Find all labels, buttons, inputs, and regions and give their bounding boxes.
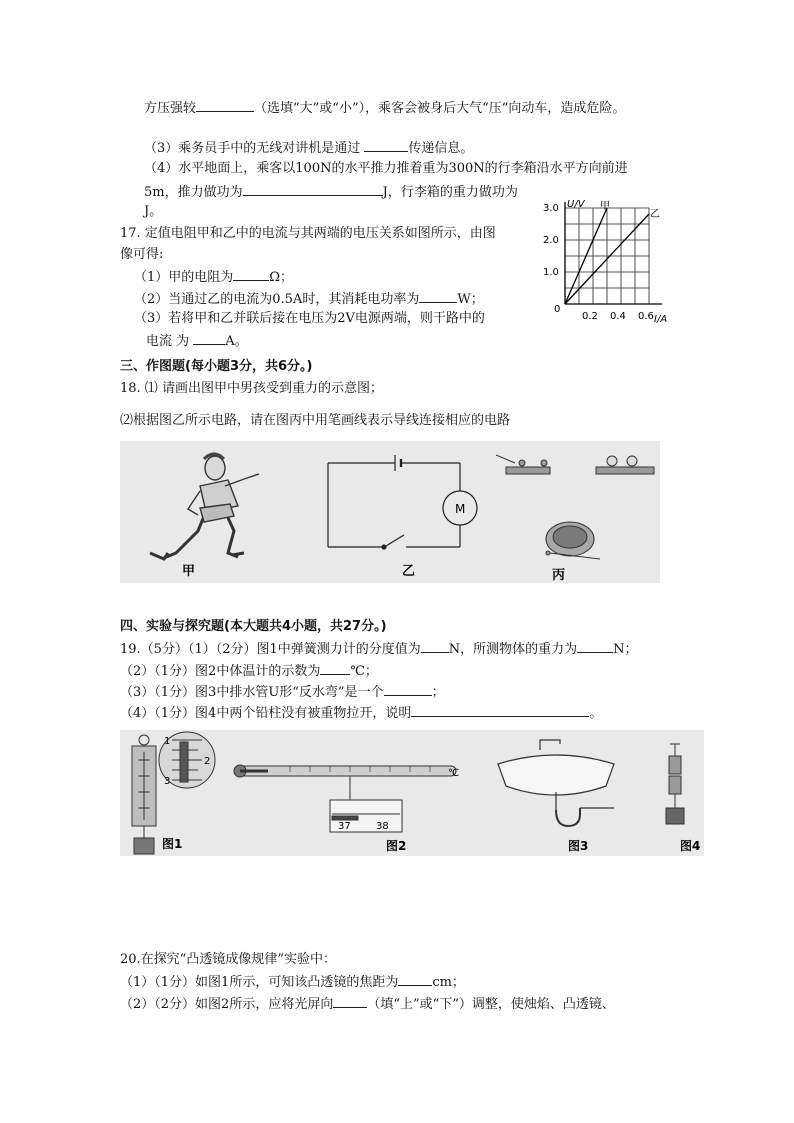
- scale-mark: 1: [164, 736, 171, 747]
- scale-mark: 2: [204, 756, 211, 767]
- lead-cylinders: [666, 744, 684, 824]
- x-tick: 0.6: [638, 311, 654, 322]
- q18-part-2: ⑵根据图乙所示电路，请在图丙中用笔画线表示导线连接相应的电路: [120, 413, 511, 428]
- y-tick: 2.0: [543, 235, 559, 246]
- origin-label: 0: [554, 304, 561, 315]
- answer-blank[interactable]: [384, 682, 432, 696]
- fig18-caption-jia: 甲: [182, 564, 196, 579]
- q17-stem: 17. 定值电阻甲和乙中的电流与其两端的电压关系如图所示，由图: [120, 226, 496, 241]
- answer-blank[interactable]: [233, 267, 269, 281]
- ui-graph: [540, 198, 680, 326]
- answer-blank[interactable]: [577, 639, 613, 653]
- fig19-caption-2: 图2: [386, 839, 407, 853]
- answer-blank[interactable]: [243, 182, 383, 196]
- thermometer-reading-37: 37: [338, 821, 351, 832]
- fig19-caption-4: 图4: [680, 839, 701, 853]
- x-tick: 0.2: [582, 311, 598, 322]
- sink-with-drain: [498, 740, 614, 826]
- q20-part-2: （2）（2分）如图2所示，应将光屏向 （填“上”或“下”）调整，使烛焰、凸透镜、: [120, 994, 615, 1014]
- fig18-caption-yi: 乙: [402, 564, 416, 579]
- text-line-3: （4）水平地面上，乘客以100N的水平推力推着重为300N的行李箱沿水平方向前进: [144, 161, 628, 176]
- line-label-jia: 甲: [600, 201, 610, 212]
- answer-blank[interactable]: [421, 639, 449, 653]
- answer-blank[interactable]: [333, 994, 367, 1008]
- text-line-5: J。: [144, 204, 163, 219]
- text-line-1: 方压强较 （选填“大”或“小”），乘客会被身后大气“压”向动车，造成危险。: [144, 98, 625, 118]
- y-tick: 3.0: [543, 203, 559, 214]
- thermometer-unit: ℃: [448, 768, 460, 779]
- answer-blank[interactable]: [419, 289, 457, 303]
- figure-18: [120, 441, 660, 583]
- q20-stem: 20.在探究“凸透镜成像规律”实验中：: [120, 952, 336, 967]
- q19-part-1: 19.（5分）（1）（2分）图1中弹簧测力计的分度值为 N，所测物体的重力为 N；: [120, 639, 638, 659]
- text-line-2: （3）乘务员手中的无线对讲机是通过 传递信息。: [144, 138, 473, 158]
- q20-part-1: （1）（1分）如图1所示，可知该凸透镜的焦距为 cm；: [120, 972, 465, 992]
- answer-blank[interactable]: [320, 661, 350, 675]
- running-boy-figure: [150, 454, 259, 559]
- x-tick: 0.4: [610, 311, 626, 322]
- scale-mark: 3: [164, 776, 171, 787]
- fig19-caption-1: 图1: [162, 837, 183, 851]
- answer-blank[interactable]: [398, 972, 432, 986]
- answer-blank[interactable]: [196, 98, 254, 112]
- q19-part-4: （4）（1分）图4中两个铅柱没有被重物拉开，说明 。: [120, 703, 602, 723]
- answer-blank[interactable]: [364, 138, 408, 152]
- line-label-yi: 乙: [650, 209, 660, 220]
- q17-part-2: （2）当通过乙的电流为0.5A时，其消耗电功率为 W；: [134, 289, 484, 309]
- text-line-4: 5m，推力做功为 J，行李箱的重力做功为: [144, 182, 518, 202]
- q19-part-3: （3）（1分）图3中排水管U形“反水弯”是一个 ；: [120, 682, 445, 702]
- answer-blank[interactable]: [193, 331, 225, 345]
- motor-label: M: [455, 502, 466, 516]
- section-heading-4: 四、实验与探究题(本大题共4小题，共27分。): [120, 619, 387, 634]
- y-tick: 1.0: [543, 267, 559, 278]
- q19-part-2: （2）（1分）图2中体温计的示数为 ℃；: [120, 661, 378, 681]
- thermometer-reading-38: 38: [376, 821, 389, 832]
- circuit-components: [496, 455, 654, 559]
- answer-blank[interactable]: [411, 703, 589, 717]
- section-heading-3: 三、作图题(每小题3分，共6分。): [120, 359, 313, 374]
- q18-part-1: 18. ⑴ 请画出图甲中男孩受到重力的示意图；: [120, 381, 383, 396]
- q17-part-3: （3）若将甲和乙并联后接在电压为2V电源两端，则干路中的: [134, 311, 485, 326]
- fig18-caption-bing: 丙: [552, 568, 566, 583]
- y-axis-label: U/V: [567, 199, 585, 210]
- figure-19: [120, 730, 704, 856]
- spring-scale: [132, 732, 215, 854]
- x-axis-label: I/A: [654, 314, 668, 325]
- q17-stem-2: 像可得:: [120, 247, 164, 262]
- fig19-caption-3: 图3: [568, 839, 589, 853]
- q17-part-1: （1）甲的电阻为 Ω；: [134, 267, 293, 287]
- q17-part-4: 电流 为 A。: [146, 331, 248, 351]
